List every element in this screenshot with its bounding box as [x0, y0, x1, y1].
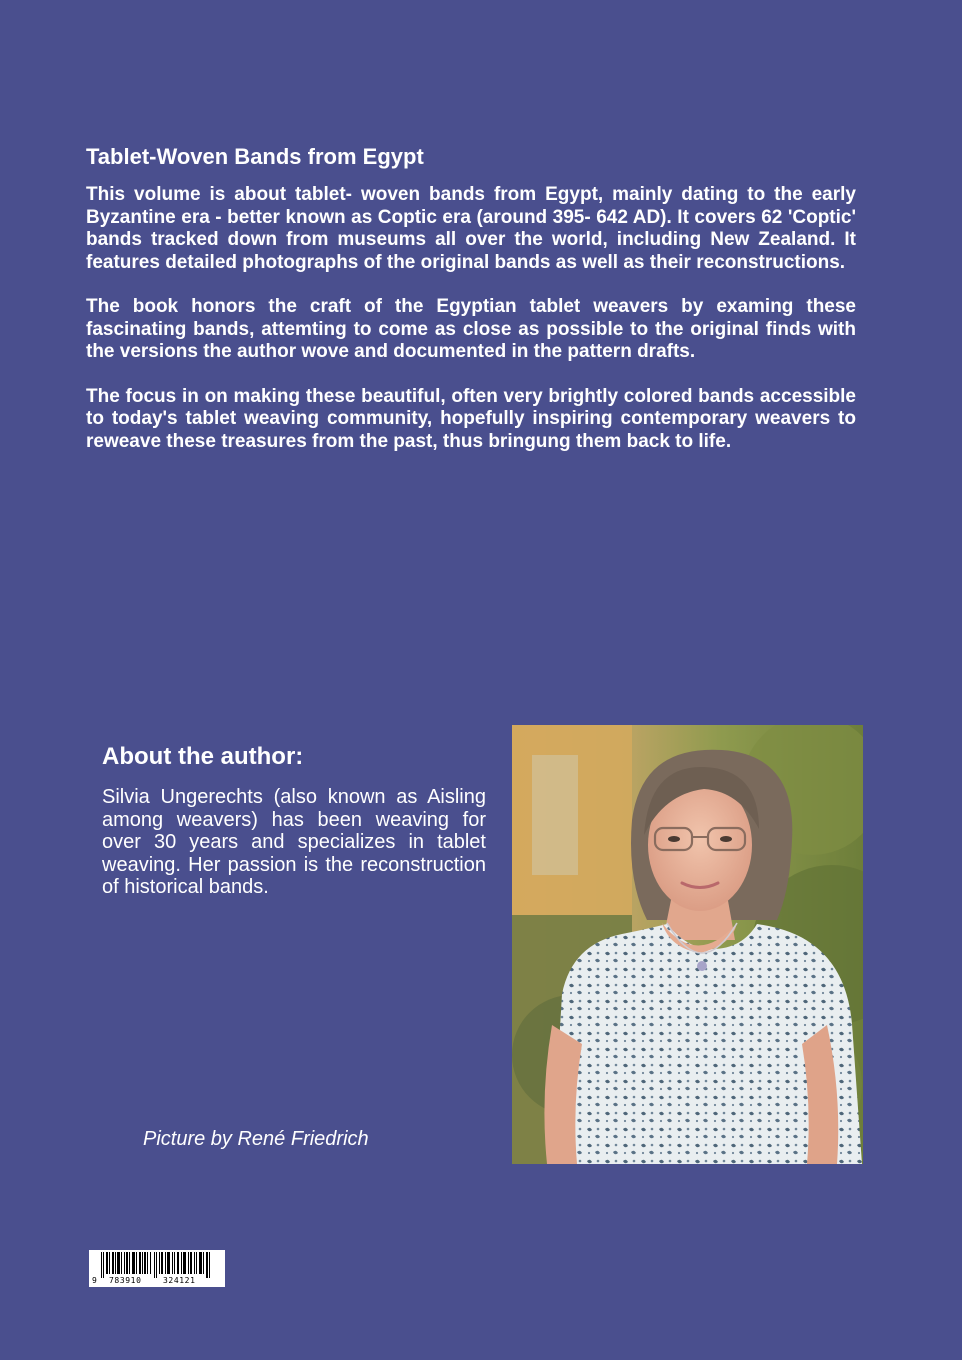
- barcode-first-digit: 9: [92, 1276, 97, 1285]
- photo-credit: Picture by René Friedrich: [143, 1128, 369, 1150]
- barcode-right-group: 324121: [163, 1276, 196, 1285]
- about-author-text: Silvia Ungerechts (also known as Aisling among weavers) has been weaving for over 30 years and specializes in tablet weaving. Her passion is the reconstruction of historical bands.: [102, 786, 486, 898]
- barcode-left-group: 783910: [109, 1276, 142, 1285]
- description-paragraph-1: This volume is about tablet- woven bands from Egypt, mainly dating to the early Byzantine era - better known as Coptic era (around 395- 642 AD). It covers 62 'Coptic' bands tracked down from museums all over the world, including New Zealand. It features detailed photographs of the original bands as well as their reconstructions.: [86, 184, 856, 273]
- barcode-digits: [89, 1276, 225, 1286]
- book-description: [86, 184, 856, 475]
- barcode-bars: [89, 1250, 225, 1278]
- description-paragraph-3: The focus in on making these beautiful, often very brightly colored bands accessible to today's tablet weaving community, hopefully inspiring contemporary weavers to reweave these treasures from the past, thus bringung them back to life.: [86, 385, 856, 452]
- author-photo: [512, 725, 863, 1164]
- isbn-barcode: [89, 1250, 225, 1287]
- about-author-heading: About the author:: [102, 742, 304, 770]
- description-paragraph-2: The book honors the craft of the Egyptian tablet weavers by examing these fascinating bands, attemting to come as close as possible to the original finds with the versions the author wove and documented in the pattern drafts.: [86, 296, 856, 362]
- author-portrait-illustration: [512, 725, 863, 1164]
- book-title: Tablet-Woven Bands from Egypt: [86, 143, 424, 169]
